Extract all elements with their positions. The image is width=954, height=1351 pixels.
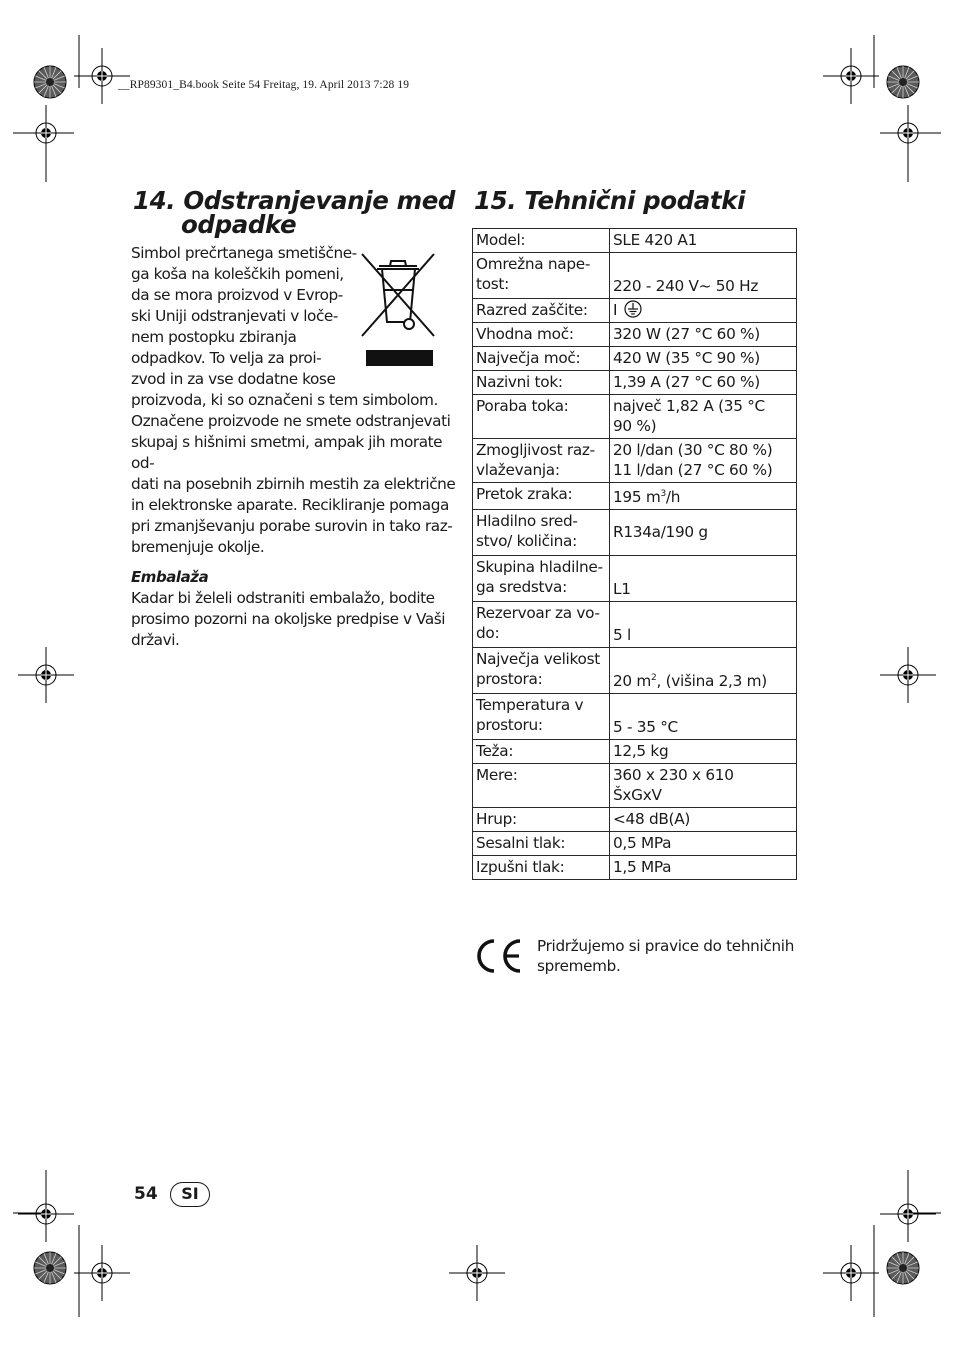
- spec-key: Teža:: [476, 742, 514, 761]
- spec-value-text: največ 1,82 A (35 °C: [613, 397, 765, 415]
- spec-value-cell: [610, 229, 797, 253]
- spec-value-part: 20 m: [613, 672, 652, 691]
- spec-key: prostora:: [476, 670, 543, 689]
- spec-value-text: 12,5 kg: [613, 742, 669, 761]
- spec-value: [613, 484, 793, 507]
- spec-value: [613, 372, 793, 392]
- spec-value-text: <48 dB(A): [613, 810, 691, 829]
- table-row: [473, 764, 797, 808]
- protective-earth-icon: [623, 300, 643, 318]
- spec-value-text: ŠxGxV: [613, 786, 662, 805]
- disposal-text-line: da se mora proizvod v Evrop-: [131, 286, 343, 304]
- spec-key: Pretok zraka:: [476, 485, 573, 503]
- spec-value-text: 1,5 MPa: [613, 858, 672, 877]
- spec-key-cell: [473, 856, 610, 880]
- disposal-text-line: dati na posebnih zbirnih mestih za električne: [131, 475, 456, 493]
- table-row: [473, 556, 797, 602]
- spec-value-superscript: 2: [651, 673, 657, 683]
- spec-value-text: 0,5 MPa: [613, 834, 672, 853]
- crossed-out-wheelie-bin-icon: [360, 252, 436, 368]
- spec-value-cell: [610, 483, 797, 510]
- spec-value: [613, 785, 793, 805]
- packaging-text-line: Kadar bi želeli odstraniti embalažo, bodite: [131, 589, 435, 607]
- ce-mark-icon: [474, 937, 524, 975]
- disposal-text-line: skupaj s hišnimi smetmi, ampak jih morate od-: [131, 433, 443, 472]
- table-row: [473, 832, 797, 856]
- spec-key: prostoru:: [476, 716, 543, 735]
- spec-value-text: 360 x 230 x 610: [613, 766, 734, 785]
- spec-value-text: 320 W (27 °C 60 %): [613, 325, 760, 343]
- spec-key: Največja velikost: [476, 650, 600, 669]
- spec-value: [613, 668, 793, 691]
- spec-value-cell: [610, 648, 797, 694]
- spec-key-cell: [473, 740, 610, 764]
- spec-value: [613, 396, 793, 416]
- packaging-subheading: Embalaža: [131, 568, 209, 586]
- spec-value: [613, 579, 793, 599]
- spec-value-text: 11 l/dan (27 °C 60 %): [613, 461, 773, 479]
- spec-value: [613, 300, 793, 320]
- technical-changes-note-line: sprememb.: [537, 957, 621, 975]
- spec-value-part: , (višina 2,3 m): [656, 672, 767, 691]
- spec-value-text: R134a/190 g: [613, 523, 708, 542]
- spec-key-cell: [473, 439, 610, 483]
- language-badge: SI: [170, 1182, 210, 1207]
- disposal-text-line: pri zmanjševanju porabe surovin in tako raz-: [131, 517, 453, 535]
- spec-key: Sesalni tlak:: [476, 834, 566, 853]
- spec-value-text: L1: [613, 580, 631, 599]
- packaging-text-line: prosimo pozorni na okoljske predpise v Vaši: [131, 610, 446, 628]
- spec-value-cell: [610, 694, 797, 740]
- table-row: [473, 856, 797, 880]
- spec-value-cell: [610, 764, 797, 808]
- spec-value: [613, 625, 793, 645]
- spec-value-cell: [610, 323, 797, 347]
- spec-key: Omrežna nape-: [476, 255, 591, 273]
- section-15-number: 15.: [474, 186, 517, 215]
- spec-key-cell: [473, 556, 610, 602]
- section-14-title: [133, 186, 463, 239]
- spec-value-cell: [610, 299, 797, 323]
- table-row: [473, 439, 797, 483]
- table-row: [473, 253, 797, 299]
- spec-value: [613, 416, 793, 436]
- spec-key: Mere:: [476, 766, 518, 785]
- technical-changes-note-line: Pridržujemo si pravice do tehničnih: [537, 937, 795, 955]
- spec-value: [613, 348, 793, 368]
- table-row: [473, 602, 797, 648]
- table-row: [473, 808, 797, 832]
- spec-value-text: SLE 420 A1: [613, 231, 698, 249]
- spec-value: [613, 276, 793, 296]
- spec-key-cell: [473, 253, 610, 299]
- spec-key-cell: [473, 808, 610, 832]
- spec-key: Model:: [476, 231, 526, 249]
- spec-key: stvo/ količina:: [476, 532, 577, 551]
- disposal-text-line: Simbol prečrtanega smetiščne-: [131, 244, 357, 262]
- spec-value-cell: [610, 602, 797, 648]
- spec-value: [613, 765, 793, 785]
- spec-key: Razred zaščite:: [476, 301, 588, 319]
- section-14-title-line1: Odstranjevanje med: [183, 186, 456, 215]
- spec-value-text: I: [613, 301, 618, 319]
- spec-value-text: 5 l: [613, 626, 631, 645]
- spec-value-cell: [610, 740, 797, 764]
- spec-value: [613, 741, 793, 761]
- spec-value-text: 420 W (35 °C 90 %): [613, 349, 760, 367]
- table-row: [473, 483, 797, 510]
- spec-value-cell: [610, 395, 797, 439]
- spec-value: [613, 324, 793, 344]
- spec-key: Izpušni tlak:: [476, 858, 565, 877]
- table-row: [473, 648, 797, 694]
- spec-value-text: 20 l/dan (30 °C 80 %): [613, 441, 773, 459]
- spec-key-cell: [473, 832, 610, 856]
- spec-key: ga sredstva:: [476, 578, 567, 597]
- spec-key: Temperatura v: [476, 696, 584, 715]
- spec-key: Vhodna moč:: [476, 325, 574, 343]
- book-header-line: __RP89301_B4.book Seite 54 Freitag, 19. April 2013 7:28 19: [118, 79, 410, 91]
- spec-value-cell: [610, 510, 797, 556]
- technical-changes-note: [537, 936, 807, 976]
- table-row: [473, 510, 797, 556]
- spec-value-text: 220 - 240 V~ 50 Hz: [613, 277, 759, 295]
- spec-key-cell: [473, 371, 610, 395]
- spec-value-cell: [610, 832, 797, 856]
- disposal-text-line: ski Uniji odstranjevati v loče-: [131, 307, 338, 325]
- spec-value: [613, 440, 793, 460]
- technical-data-table: [472, 228, 797, 880]
- disposal-text-line: nem postopku zbiranja: [131, 328, 297, 346]
- spec-value-part: /h: [665, 488, 681, 507]
- spec-key: tost:: [476, 275, 509, 293]
- spec-key: vlaževanja:: [476, 461, 560, 479]
- disposal-text-line: Označene proizvode ne smete odstranjevati: [131, 412, 451, 430]
- table-row: [473, 395, 797, 439]
- page-number: 54: [134, 1184, 158, 1204]
- spec-key: Hrup:: [476, 810, 517, 829]
- spec-value-cell: [610, 556, 797, 602]
- spec-key-cell: [473, 510, 610, 556]
- spec-key-cell: [473, 694, 610, 740]
- spec-value-text: 5 - 35 °C: [613, 718, 678, 737]
- spec-key: Rezervoar za vo-: [476, 604, 600, 623]
- spec-value: [613, 833, 793, 853]
- spec-key-cell: [473, 323, 610, 347]
- spec-key: Hladilno sred-: [476, 512, 578, 531]
- spec-key: do:: [476, 624, 500, 643]
- section-15-title: [474, 186, 804, 215]
- spec-value-cell: [610, 856, 797, 880]
- spec-value: [613, 857, 793, 877]
- spec-value: [613, 230, 793, 250]
- section-15-title-text: Tehnični podatki: [524, 186, 746, 215]
- spec-value-cell: [610, 439, 797, 483]
- table-row: [473, 694, 797, 740]
- spec-value-cell: [610, 808, 797, 832]
- spec-value-cell: [610, 253, 797, 299]
- table-row: [473, 347, 797, 371]
- table-row: [473, 323, 797, 347]
- disposal-text-line: bremenjuje okolje.: [131, 538, 265, 556]
- spec-value: [613, 522, 793, 542]
- disposal-text-line: ga koša na koleščkih pomeni,: [131, 265, 344, 283]
- spec-key-cell: [473, 229, 610, 253]
- spec-key: Največja moč:: [476, 349, 581, 367]
- spec-value-cell: [610, 347, 797, 371]
- spec-key-cell: [473, 483, 610, 510]
- spec-key: Skupina hladilne-: [476, 558, 603, 577]
- section-14-title-line2: odpadke: [181, 210, 297, 239]
- table-row: [473, 229, 797, 253]
- packaging-text-line: državi.: [131, 631, 180, 649]
- spec-key-cell: [473, 395, 610, 439]
- spec-value-part: 195 m: [613, 488, 661, 507]
- spec-value-cell: [610, 371, 797, 395]
- disposal-text-line: zvod in za vse dodatne kose: [131, 370, 336, 388]
- spec-value: [613, 809, 793, 829]
- table-row: [473, 371, 797, 395]
- spec-value-text: 90 %): [613, 417, 657, 435]
- spec-key-cell: [473, 299, 610, 323]
- disposal-text-line: in elektronske aparate. Recikliranje pomaga: [131, 496, 449, 514]
- spec-key: Zmogljivost raz-: [476, 441, 595, 459]
- spec-key-cell: [473, 347, 610, 371]
- table-row: [473, 299, 797, 323]
- spec-key: Nazivni tok:: [476, 373, 563, 391]
- spec-key-cell: [473, 764, 610, 808]
- spec-value: [613, 460, 793, 480]
- spec-key-cell: [473, 648, 610, 694]
- spec-key-cell: [473, 602, 610, 648]
- section-14-number: 14.: [133, 186, 176, 215]
- spec-value: [613, 717, 793, 737]
- table-row: [473, 740, 797, 764]
- disposal-text-line: odpadkov. To velja za proi-: [131, 349, 322, 367]
- spec-key: Poraba toka:: [476, 397, 569, 415]
- spec-value-superscript: 3: [660, 489, 666, 499]
- disposal-text-line: proizvoda, ki so označeni s tem simbolom.: [131, 391, 438, 409]
- spec-value-text: 1,39 A (27 °C 60 %): [613, 373, 760, 391]
